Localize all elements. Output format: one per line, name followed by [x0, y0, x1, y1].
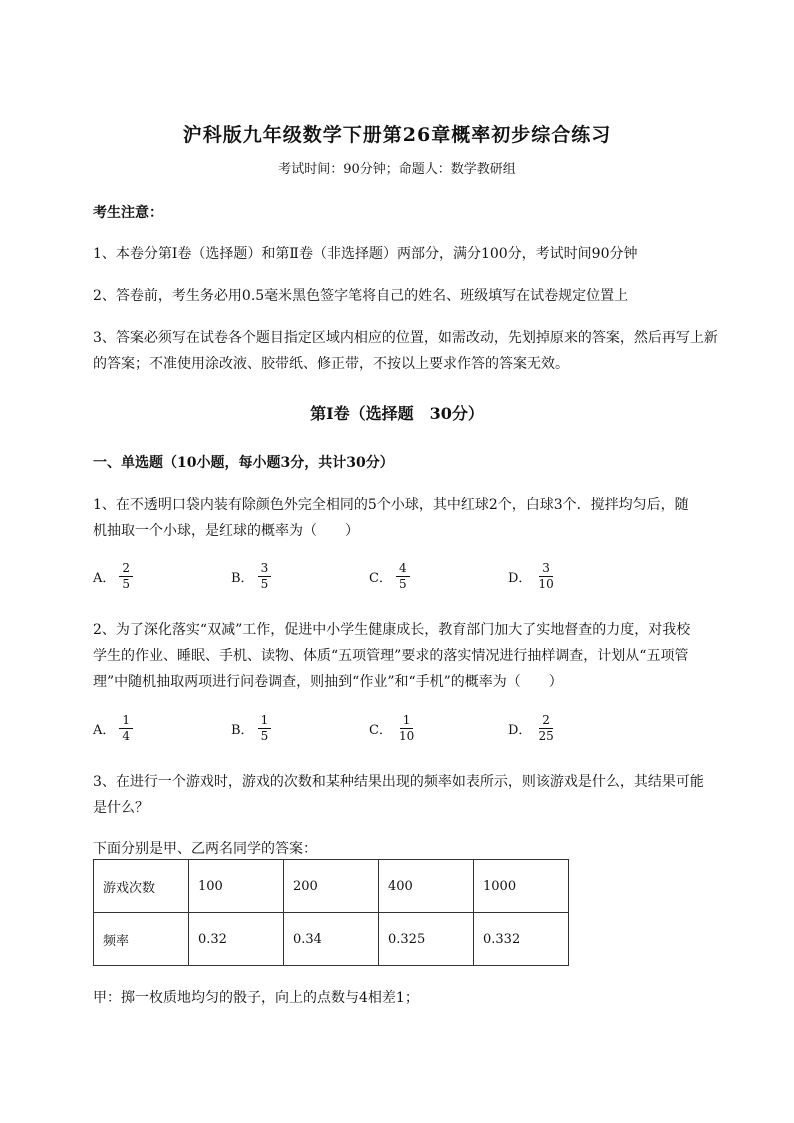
denominator: 5 — [260, 729, 269, 743]
question-2-line: 学生的作业、睡眠、手机、读物、体质“五项管理”要求的落实情况进行抽样调查，计划从“五项管 — [93, 648, 689, 664]
notice-item: 的答案；不准使用涂改液、胶带纸、修正带，不按以上要求作答的答案无效。 — [93, 356, 569, 372]
question-1-line: 1、在不透明口袋内装有除颜色外完全相同的5个小球，其中红球2个，白球3个．搅拌均匀后，随 — [93, 497, 689, 513]
fraction — [396, 713, 417, 744]
fraction — [535, 713, 556, 744]
option-label: A． — [93, 571, 116, 586]
notice-item: 3、答案必须写在试卷各个题目指定区域内相应的位置，如需改动，先划掉原来的答案，然后再写上新 — [93, 330, 718, 346]
option-d — [508, 561, 557, 592]
option-label: B． — [231, 723, 254, 738]
denominator: 5 — [260, 577, 269, 591]
numerator: 3 — [258, 561, 272, 577]
fraction — [396, 561, 410, 592]
notice-item: 1、本卷分第I卷（选择题）和第Ⅱ卷（非选择题）两部分，满分100分，考试时间90分钟 — [93, 246, 638, 262]
numerator: 4 — [396, 561, 410, 577]
question-2-line: 理”中随机抽取两项进行问卷调查，则抽到“作业”和“手机”的概率为（ ） — [93, 674, 563, 690]
numerator: 3 — [539, 561, 553, 577]
notice-item: 2、答卷前，考生务必用0.5毫米黑色签字笔将自己的姓名、班级填写在试卷规定位置上 — [93, 288, 629, 304]
answer-jia: 甲：掷一枚质地均匀的骰子，向上的点数与4相差1； — [93, 990, 419, 1006]
option-label: C． — [369, 571, 392, 586]
table-cell: 0.325 — [379, 913, 474, 966]
table-row — [94, 913, 569, 966]
denominator: 4 — [122, 729, 131, 743]
option-b — [231, 713, 271, 744]
option-d — [508, 713, 557, 744]
numerator: 2 — [539, 713, 553, 729]
table-cell: 200 — [284, 860, 379, 913]
denominator: 25 — [538, 729, 554, 743]
denominator: 5 — [122, 577, 131, 591]
numerator: 1 — [119, 713, 133, 729]
option-a — [93, 561, 133, 592]
section-title: 第I卷（选择题 30分） — [310, 404, 484, 423]
option-label: B． — [231, 571, 254, 586]
option-c — [369, 713, 417, 744]
option-label: A． — [93, 723, 116, 738]
question-2-line: 2、为了深化落实“双减”工作，促进中小学生健康成长，教育部门加大了实地督查的力度，对我校 — [93, 622, 691, 638]
frequency-table — [93, 859, 569, 966]
question-1-line: 机抽取一个小球，是红球的概率为（ ） — [93, 523, 359, 539]
fraction — [119, 713, 133, 744]
exam-info: 考试时间：90分钟；命题人：数学教研组 — [278, 162, 516, 177]
fraction — [119, 561, 133, 592]
option-label: D． — [508, 571, 532, 586]
numerator: 1 — [258, 713, 272, 729]
question-3-line: 是什么？ — [93, 800, 149, 816]
option-label: C． — [369, 723, 392, 738]
fraction — [258, 561, 272, 592]
table-cell: 0.32 — [189, 913, 284, 966]
option-b — [231, 561, 271, 592]
fraction — [535, 561, 556, 592]
denominator: 5 — [398, 577, 407, 591]
table-cell: 频率 — [94, 913, 189, 966]
part-heading: 一、单选题（10小题，每小题3分，共计30分） — [93, 455, 394, 471]
table-cell: 0.34 — [284, 913, 379, 966]
page-title: 沪科版九年级数学下册第26章概率初步综合练习 — [182, 124, 612, 146]
numerator: 1 — [400, 713, 414, 729]
table-cell: 0.332 — [474, 913, 569, 966]
denominator: 10 — [538, 577, 554, 591]
question-3-line: 3、在进行一个游戏时，游戏的次数和某种结果出现的频率如表所示，则该游戏是什么，其结果可能 — [93, 774, 704, 790]
option-c — [369, 561, 410, 592]
numerator: 2 — [119, 561, 133, 577]
fraction — [258, 713, 272, 744]
table-cell: 游戏次数 — [94, 860, 189, 913]
notice-heading: 考生注意： — [93, 205, 163, 221]
table-cell: 100 — [189, 860, 284, 913]
denominator: 10 — [398, 729, 415, 743]
table-row — [94, 860, 569, 913]
table-cell: 400 — [379, 860, 474, 913]
answers-intro: 下面分别是甲、乙两名同学的答案： — [93, 841, 317, 857]
option-label: D． — [508, 723, 532, 738]
table-cell: 1000 — [474, 860, 569, 913]
option-a — [93, 713, 133, 744]
